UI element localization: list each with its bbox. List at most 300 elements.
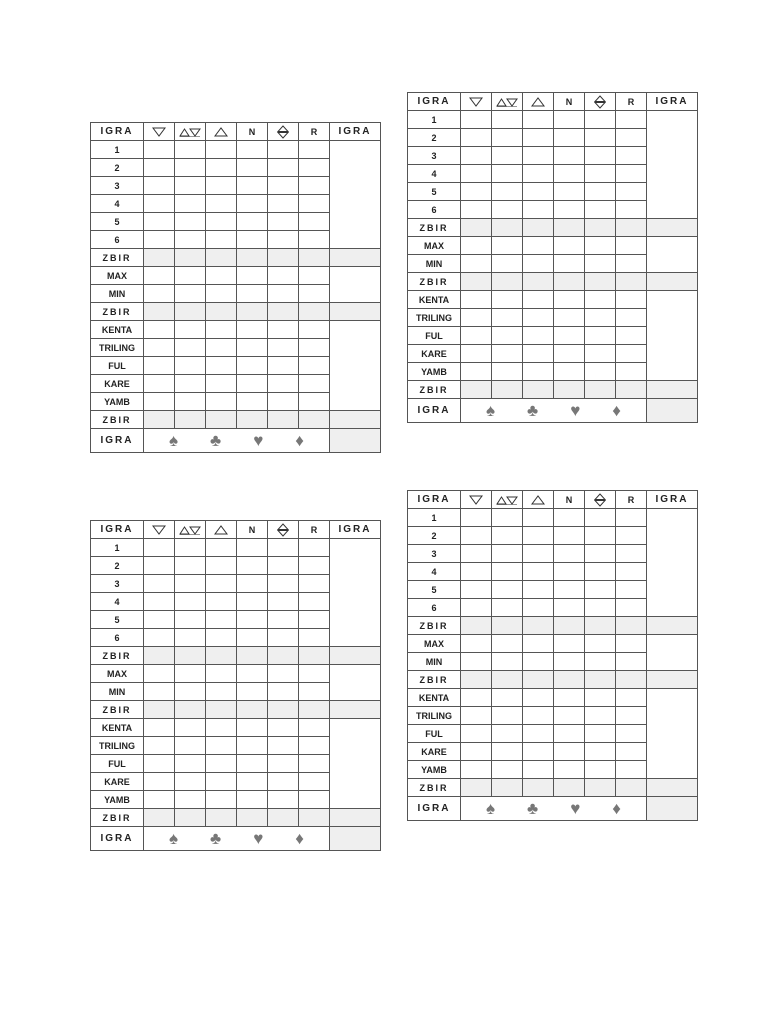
- score-cell[interactable]: [206, 393, 237, 411]
- score-cell[interactable]: [299, 665, 330, 683]
- score-cell[interactable]: [554, 183, 585, 201]
- score-cell[interactable]: [268, 611, 299, 629]
- score-cell[interactable]: [144, 773, 175, 791]
- score-cell[interactable]: [268, 249, 299, 267]
- igra-total-cell[interactable]: [647, 111, 698, 219]
- score-cell[interactable]: [554, 707, 585, 725]
- score-cell[interactable]: [585, 255, 616, 273]
- score-cell[interactable]: [299, 177, 330, 195]
- igra-total-cell[interactable]: [330, 719, 381, 809]
- score-cell[interactable]: [585, 327, 616, 345]
- score-cell[interactable]: [175, 791, 206, 809]
- score-cell[interactable]: [523, 147, 554, 165]
- score-cell[interactable]: [523, 563, 554, 581]
- score-cell[interactable]: [175, 303, 206, 321]
- score-cell[interactable]: [492, 345, 523, 363]
- score-cell[interactable]: [299, 773, 330, 791]
- score-cell[interactable]: [461, 545, 492, 563]
- score-cell[interactable]: [237, 267, 268, 285]
- score-cell[interactable]: [175, 701, 206, 719]
- igra-total-cell[interactable]: [330, 539, 381, 647]
- score-cell[interactable]: [523, 725, 554, 743]
- score-cell[interactable]: [554, 599, 585, 617]
- score-cell[interactable]: [492, 509, 523, 527]
- score-cell[interactable]: [523, 381, 554, 399]
- score-cell[interactable]: [616, 111, 647, 129]
- score-cell[interactable]: [461, 689, 492, 707]
- score-cell[interactable]: [144, 231, 175, 249]
- score-cell[interactable]: [616, 653, 647, 671]
- score-cell[interactable]: [554, 653, 585, 671]
- score-cell[interactable]: [461, 743, 492, 761]
- score-cell[interactable]: [299, 701, 330, 719]
- score-cell[interactable]: [144, 629, 175, 647]
- score-cell[interactable]: [144, 339, 175, 357]
- score-cell[interactable]: [237, 557, 268, 575]
- score-cell[interactable]: [554, 237, 585, 255]
- score-cell[interactable]: [616, 147, 647, 165]
- score-cell[interactable]: [175, 141, 206, 159]
- igra-sum-cell[interactable]: [330, 303, 381, 321]
- score-cell[interactable]: [299, 411, 330, 429]
- igra-total-cell[interactable]: [647, 509, 698, 617]
- score-cell[interactable]: [585, 617, 616, 635]
- score-cell[interactable]: [523, 743, 554, 761]
- igra-total-cell[interactable]: [647, 689, 698, 779]
- score-cell[interactable]: [299, 339, 330, 357]
- score-cell[interactable]: [237, 755, 268, 773]
- score-cell[interactable]: [554, 273, 585, 291]
- score-cell[interactable]: [554, 345, 585, 363]
- score-cell[interactable]: [237, 773, 268, 791]
- score-cell[interactable]: [554, 165, 585, 183]
- score-cell[interactable]: [585, 761, 616, 779]
- score-cell[interactable]: [461, 201, 492, 219]
- score-cell[interactable]: [616, 581, 647, 599]
- score-cell[interactable]: [299, 357, 330, 375]
- score-cell[interactable]: [616, 165, 647, 183]
- score-cell[interactable]: [554, 671, 585, 689]
- score-cell[interactable]: [268, 809, 299, 827]
- score-cell[interactable]: [554, 635, 585, 653]
- score-cell[interactable]: [616, 363, 647, 381]
- score-cell[interactable]: [554, 363, 585, 381]
- score-cell[interactable]: [461, 617, 492, 635]
- score-cell[interactable]: [616, 725, 647, 743]
- igra-final-cell[interactable]: [330, 429, 381, 453]
- score-cell[interactable]: [492, 381, 523, 399]
- score-cell[interactable]: [492, 273, 523, 291]
- score-cell[interactable]: [206, 629, 237, 647]
- score-cell[interactable]: [585, 599, 616, 617]
- score-cell[interactable]: [237, 285, 268, 303]
- score-cell[interactable]: [492, 147, 523, 165]
- score-cell[interactable]: [144, 249, 175, 267]
- score-cell[interactable]: [268, 141, 299, 159]
- score-cell[interactable]: [237, 213, 268, 231]
- score-cell[interactable]: [461, 707, 492, 725]
- score-cell[interactable]: [299, 393, 330, 411]
- igra-total-cell[interactable]: [330, 141, 381, 249]
- score-cell[interactable]: [144, 303, 175, 321]
- score-cell[interactable]: [523, 707, 554, 725]
- score-cell[interactable]: [144, 755, 175, 773]
- score-cell[interactable]: [299, 539, 330, 557]
- score-cell[interactable]: [299, 683, 330, 701]
- score-cell[interactable]: [268, 393, 299, 411]
- score-cell[interactable]: [237, 249, 268, 267]
- score-cell[interactable]: [492, 635, 523, 653]
- score-cell[interactable]: [616, 291, 647, 309]
- igra-total-cell[interactable]: [330, 665, 381, 701]
- igra-total-cell[interactable]: [647, 635, 698, 671]
- score-cell[interactable]: [206, 213, 237, 231]
- score-cell[interactable]: [554, 327, 585, 345]
- score-cell[interactable]: [206, 773, 237, 791]
- score-cell[interactable]: [299, 809, 330, 827]
- score-cell[interactable]: [175, 231, 206, 249]
- score-cell[interactable]: [492, 309, 523, 327]
- score-cell[interactable]: [616, 381, 647, 399]
- score-cell[interactable]: [616, 743, 647, 761]
- score-cell[interactable]: [616, 273, 647, 291]
- score-cell[interactable]: [585, 563, 616, 581]
- score-cell[interactable]: [206, 249, 237, 267]
- score-cell[interactable]: [492, 183, 523, 201]
- score-cell[interactable]: [523, 653, 554, 671]
- score-cell[interactable]: [492, 201, 523, 219]
- score-cell[interactable]: [144, 195, 175, 213]
- score-cell[interactable]: [554, 309, 585, 327]
- igra-total-cell[interactable]: [330, 321, 381, 411]
- score-cell[interactable]: [206, 141, 237, 159]
- score-cell[interactable]: [144, 177, 175, 195]
- score-cell[interactable]: [268, 575, 299, 593]
- score-cell[interactable]: [492, 111, 523, 129]
- score-cell[interactable]: [523, 273, 554, 291]
- score-cell[interactable]: [585, 201, 616, 219]
- score-cell[interactable]: [461, 779, 492, 797]
- score-cell[interactable]: [492, 327, 523, 345]
- score-cell[interactable]: [299, 737, 330, 755]
- score-cell[interactable]: [616, 309, 647, 327]
- score-cell[interactable]: [268, 339, 299, 357]
- score-cell[interactable]: [554, 381, 585, 399]
- score-cell[interactable]: [268, 303, 299, 321]
- score-cell[interactable]: [492, 671, 523, 689]
- score-cell[interactable]: [175, 411, 206, 429]
- score-cell[interactable]: [523, 527, 554, 545]
- score-cell[interactable]: [554, 545, 585, 563]
- score-cell[interactable]: [492, 165, 523, 183]
- score-cell[interactable]: [144, 737, 175, 755]
- score-cell[interactable]: [461, 147, 492, 165]
- score-cell[interactable]: [175, 213, 206, 231]
- score-cell[interactable]: [461, 237, 492, 255]
- score-cell[interactable]: [492, 707, 523, 725]
- score-cell[interactable]: [268, 321, 299, 339]
- score-cell[interactable]: [144, 285, 175, 303]
- score-cell[interactable]: [585, 183, 616, 201]
- igra-sum-cell[interactable]: [330, 701, 381, 719]
- score-cell[interactable]: [206, 683, 237, 701]
- score-cell[interactable]: [585, 309, 616, 327]
- score-cell[interactable]: [492, 743, 523, 761]
- score-cell[interactable]: [616, 345, 647, 363]
- score-cell[interactable]: [206, 159, 237, 177]
- score-cell[interactable]: [616, 563, 647, 581]
- score-cell[interactable]: [492, 545, 523, 563]
- score-cell[interactable]: [175, 611, 206, 629]
- score-cell[interactable]: [554, 147, 585, 165]
- score-cell[interactable]: [206, 665, 237, 683]
- score-cell[interactable]: [554, 201, 585, 219]
- score-cell[interactable]: [237, 737, 268, 755]
- score-cell[interactable]: [268, 285, 299, 303]
- score-cell[interactable]: [268, 791, 299, 809]
- score-cell[interactable]: [523, 291, 554, 309]
- score-cell[interactable]: [523, 599, 554, 617]
- score-cell[interactable]: [144, 611, 175, 629]
- score-cell[interactable]: [206, 809, 237, 827]
- score-cell[interactable]: [144, 701, 175, 719]
- score-cell[interactable]: [144, 159, 175, 177]
- score-cell[interactable]: [175, 629, 206, 647]
- score-cell[interactable]: [461, 381, 492, 399]
- score-cell[interactable]: [268, 213, 299, 231]
- score-cell[interactable]: [268, 647, 299, 665]
- score-cell[interactable]: [299, 755, 330, 773]
- score-cell[interactable]: [554, 689, 585, 707]
- score-cell[interactable]: [585, 581, 616, 599]
- score-cell[interactable]: [616, 255, 647, 273]
- score-cell[interactable]: [585, 291, 616, 309]
- score-cell[interactable]: [268, 195, 299, 213]
- score-cell[interactable]: [585, 111, 616, 129]
- score-cell[interactable]: [237, 539, 268, 557]
- score-cell[interactable]: [268, 629, 299, 647]
- score-cell[interactable]: [492, 129, 523, 147]
- score-cell[interactable]: [461, 761, 492, 779]
- score-cell[interactable]: [237, 791, 268, 809]
- score-cell[interactable]: [461, 527, 492, 545]
- score-cell[interactable]: [616, 219, 647, 237]
- score-cell[interactable]: [585, 671, 616, 689]
- score-cell[interactable]: [268, 683, 299, 701]
- score-cell[interactable]: [268, 159, 299, 177]
- score-cell[interactable]: [523, 635, 554, 653]
- score-cell[interactable]: [461, 255, 492, 273]
- score-cell[interactable]: [554, 527, 585, 545]
- score-cell[interactable]: [616, 761, 647, 779]
- score-cell[interactable]: [237, 593, 268, 611]
- score-cell[interactable]: [461, 509, 492, 527]
- score-cell[interactable]: [554, 617, 585, 635]
- score-cell[interactable]: [554, 743, 585, 761]
- score-cell[interactable]: [523, 363, 554, 381]
- score-cell[interactable]: [461, 309, 492, 327]
- score-cell[interactable]: [268, 177, 299, 195]
- score-cell[interactable]: [299, 557, 330, 575]
- score-cell[interactable]: [492, 219, 523, 237]
- score-cell[interactable]: [616, 635, 647, 653]
- score-cell[interactable]: [175, 375, 206, 393]
- score-cell[interactable]: [299, 719, 330, 737]
- score-cell[interactable]: [206, 647, 237, 665]
- score-cell[interactable]: [523, 255, 554, 273]
- score-cell[interactable]: [299, 231, 330, 249]
- igra-total-cell[interactable]: [647, 291, 698, 381]
- score-cell[interactable]: [144, 321, 175, 339]
- score-cell[interactable]: [237, 683, 268, 701]
- score-cell[interactable]: [237, 195, 268, 213]
- score-cell[interactable]: [206, 303, 237, 321]
- score-cell[interactable]: [206, 195, 237, 213]
- score-cell[interactable]: [523, 345, 554, 363]
- score-cell[interactable]: [206, 539, 237, 557]
- score-cell[interactable]: [492, 291, 523, 309]
- score-cell[interactable]: [175, 539, 206, 557]
- score-cell[interactable]: [461, 363, 492, 381]
- score-cell[interactable]: [268, 593, 299, 611]
- score-cell[interactable]: [299, 213, 330, 231]
- score-cell[interactable]: [523, 237, 554, 255]
- score-cell[interactable]: [492, 725, 523, 743]
- score-cell[interactable]: [206, 339, 237, 357]
- score-cell[interactable]: [492, 599, 523, 617]
- score-cell[interactable]: [144, 791, 175, 809]
- score-cell[interactable]: [237, 629, 268, 647]
- score-cell[interactable]: [523, 309, 554, 327]
- igra-sum-cell[interactable]: [330, 647, 381, 665]
- score-cell[interactable]: [144, 357, 175, 375]
- score-cell[interactable]: [616, 689, 647, 707]
- score-cell[interactable]: [175, 683, 206, 701]
- score-cell[interactable]: [299, 321, 330, 339]
- score-cell[interactable]: [175, 719, 206, 737]
- score-cell[interactable]: [206, 285, 237, 303]
- score-cell[interactable]: [461, 599, 492, 617]
- score-cell[interactable]: [523, 581, 554, 599]
- score-cell[interactable]: [585, 743, 616, 761]
- igra-sum-cell[interactable]: [330, 249, 381, 267]
- score-cell[interactable]: [523, 509, 554, 527]
- score-cell[interactable]: [461, 219, 492, 237]
- score-cell[interactable]: [299, 375, 330, 393]
- score-cell[interactable]: [206, 557, 237, 575]
- score-cell[interactable]: [616, 201, 647, 219]
- score-cell[interactable]: [206, 267, 237, 285]
- score-cell[interactable]: [616, 617, 647, 635]
- score-cell[interactable]: [206, 755, 237, 773]
- score-cell[interactable]: [144, 809, 175, 827]
- score-cell[interactable]: [237, 339, 268, 357]
- score-cell[interactable]: [237, 303, 268, 321]
- score-cell[interactable]: [523, 111, 554, 129]
- score-cell[interactable]: [144, 593, 175, 611]
- score-cell[interactable]: [461, 653, 492, 671]
- igra-final-cell[interactable]: [330, 827, 381, 851]
- score-cell[interactable]: [554, 111, 585, 129]
- score-cell[interactable]: [299, 629, 330, 647]
- score-cell[interactable]: [299, 159, 330, 177]
- score-cell[interactable]: [175, 285, 206, 303]
- score-cell[interactable]: [523, 165, 554, 183]
- score-cell[interactable]: [523, 545, 554, 563]
- score-cell[interactable]: [299, 285, 330, 303]
- igra-final-cell[interactable]: [647, 797, 698, 821]
- score-cell[interactable]: [144, 141, 175, 159]
- score-cell[interactable]: [144, 683, 175, 701]
- igra-sum-cell[interactable]: [647, 381, 698, 399]
- score-cell[interactable]: [585, 653, 616, 671]
- score-cell[interactable]: [144, 539, 175, 557]
- score-cell[interactable]: [299, 195, 330, 213]
- score-cell[interactable]: [523, 671, 554, 689]
- score-cell[interactable]: [585, 219, 616, 237]
- score-cell[interactable]: [554, 761, 585, 779]
- score-cell[interactable]: [206, 375, 237, 393]
- score-cell[interactable]: [175, 339, 206, 357]
- score-cell[interactable]: [237, 719, 268, 737]
- score-cell[interactable]: [206, 177, 237, 195]
- score-cell[interactable]: [175, 177, 206, 195]
- score-cell[interactable]: [206, 411, 237, 429]
- score-cell[interactable]: [299, 303, 330, 321]
- score-cell[interactable]: [268, 267, 299, 285]
- score-cell[interactable]: [237, 357, 268, 375]
- score-cell[interactable]: [237, 809, 268, 827]
- score-cell[interactable]: [585, 381, 616, 399]
- score-cell[interactable]: [144, 267, 175, 285]
- score-cell[interactable]: [206, 611, 237, 629]
- score-cell[interactable]: [175, 647, 206, 665]
- score-cell[interactable]: [523, 201, 554, 219]
- score-cell[interactable]: [585, 635, 616, 653]
- score-cell[interactable]: [492, 617, 523, 635]
- score-cell[interactable]: [492, 581, 523, 599]
- score-cell[interactable]: [461, 635, 492, 653]
- score-cell[interactable]: [616, 237, 647, 255]
- score-cell[interactable]: [206, 719, 237, 737]
- score-cell[interactable]: [492, 653, 523, 671]
- score-cell[interactable]: [616, 183, 647, 201]
- score-cell[interactable]: [461, 183, 492, 201]
- score-cell[interactable]: [237, 665, 268, 683]
- score-cell[interactable]: [585, 545, 616, 563]
- score-cell[interactable]: [175, 557, 206, 575]
- score-cell[interactable]: [585, 509, 616, 527]
- score-cell[interactable]: [268, 737, 299, 755]
- score-cell[interactable]: [585, 345, 616, 363]
- score-cell[interactable]: [144, 575, 175, 593]
- score-cell[interactable]: [492, 255, 523, 273]
- score-cell[interactable]: [585, 237, 616, 255]
- score-cell[interactable]: [554, 725, 585, 743]
- score-cell[interactable]: [237, 647, 268, 665]
- score-cell[interactable]: [175, 357, 206, 375]
- score-cell[interactable]: [585, 147, 616, 165]
- score-cell[interactable]: [268, 755, 299, 773]
- score-cell[interactable]: [461, 725, 492, 743]
- score-cell[interactable]: [554, 509, 585, 527]
- igra-sum-cell[interactable]: [647, 671, 698, 689]
- score-cell[interactable]: [299, 141, 330, 159]
- score-cell[interactable]: [554, 129, 585, 147]
- score-cell[interactable]: [144, 665, 175, 683]
- score-cell[interactable]: [523, 689, 554, 707]
- score-cell[interactable]: [585, 129, 616, 147]
